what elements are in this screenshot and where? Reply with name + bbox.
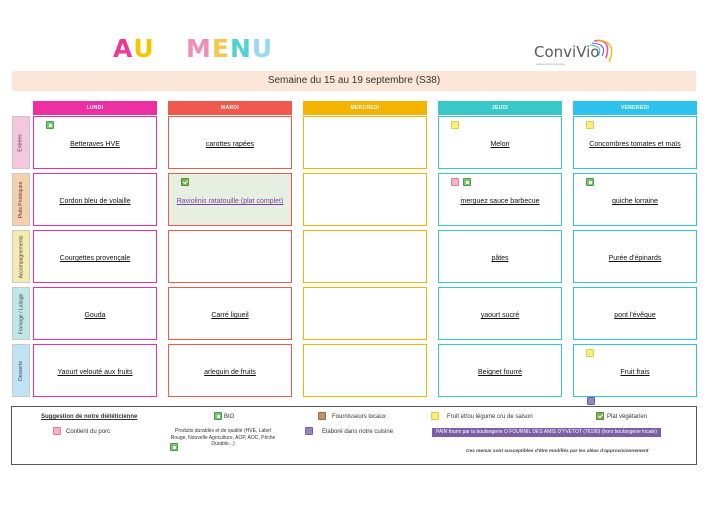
menu-cell-accompagnements-lundi xyxy=(33,230,157,283)
title-letter: A xyxy=(113,34,134,63)
dish-name: Melon xyxy=(490,141,510,148)
menu-cell-plats-vendredi xyxy=(573,173,697,226)
dish-name: Fruit frais xyxy=(620,369,650,376)
day-header-lundi: LUNDI xyxy=(33,101,157,115)
menu-cell-plats-mardi xyxy=(168,173,292,226)
legend-bread: PAIN fourni par la boulangerie O FOURNIL DES AMIS D'YVETOT (76190) (hors boulangerie locale) xyxy=(432,428,661,437)
menu-cell-accompagnements-mercredi xyxy=(303,230,427,283)
bio-icon xyxy=(214,412,222,420)
menu-cell-accompagnements-mardi xyxy=(168,230,292,283)
vegetarian-icon xyxy=(181,178,189,186)
dish-name: Concombres tomates et maïs xyxy=(589,141,681,148)
dish-name: Carré ligueil xyxy=(211,312,249,319)
category-label-plats: Plats Protéiques xyxy=(12,173,30,226)
house-made-icon xyxy=(305,427,313,435)
menu-cell-fromages-mardi xyxy=(168,287,292,340)
menu-cell-entrees-jeudi xyxy=(438,116,562,169)
menu-cell-entrees-vendredi xyxy=(573,116,697,169)
day-header-vendredi: VENDREDI xyxy=(573,101,697,115)
fruit-veg-icon xyxy=(586,349,594,357)
house-made-icon xyxy=(587,397,595,405)
legend-house: Elaboré dans notre cuisine xyxy=(322,429,394,435)
dish-name: Betteraves HVE xyxy=(70,141,120,148)
title-menu xyxy=(186,34,273,63)
menu-cell-fromages-lundi xyxy=(33,287,157,340)
day-header-jeudi: JEUDI xyxy=(438,101,562,115)
title-letter: U xyxy=(133,34,155,63)
category-label-desserts: Desserts xyxy=(12,344,30,397)
day-header-mardi: MARDI xyxy=(168,101,292,115)
title-au xyxy=(113,34,155,63)
dish-name: Cordon bleu de volaille xyxy=(59,198,131,205)
category-label-entrees: Entrées xyxy=(12,116,30,169)
dish-name: pont l'évêque xyxy=(614,312,656,319)
legend-veg: Plat végétarien xyxy=(607,414,648,420)
legend-local: Fournisseurs locaux xyxy=(332,414,386,420)
legend-durable: Produits durables et de qualité (HVE, Label Rouge, Nouvelle Agriculture, AOP, AOC, Pêche Durable...) xyxy=(170,428,276,447)
menu-cell-accompagnements-vendredi xyxy=(573,230,697,283)
menu-cell-fromages-mercredi xyxy=(303,287,427,340)
menu-cell-entrees-mercredi xyxy=(303,116,427,169)
menu-cell-desserts-mercredi xyxy=(303,344,427,397)
dish-name: Gouda xyxy=(84,312,106,319)
dish-name: quiche lorraine xyxy=(612,198,658,205)
legend-disclaimer: Ces menus sont susceptibles d'être modifiés par les aléas d'approvisionnement xyxy=(466,449,649,454)
dish-name: Purée d'épinards xyxy=(608,255,662,262)
durable-icon xyxy=(170,443,178,451)
dish-name: Yaourt velouté aux fruits xyxy=(57,369,133,376)
menu-cell-plats-lundi xyxy=(33,173,157,226)
legend-bio: BIO xyxy=(224,414,235,420)
legend-pork: Contient du porc xyxy=(66,429,111,435)
dish-name: merguez sauce barbecue xyxy=(460,198,540,205)
dish-name: Courgettes provençale xyxy=(59,255,131,262)
bio-icon xyxy=(46,121,54,129)
title-letter: E xyxy=(211,34,230,63)
category-label-fromages: Fromage / Laitage xyxy=(12,287,30,340)
pork-icon xyxy=(53,427,61,435)
dish-name: Beignet fourré xyxy=(478,369,522,376)
menu-cell-entrees-lundi xyxy=(33,116,157,169)
vegetarian-icon xyxy=(596,412,604,420)
menu-cell-plats-jeudi xyxy=(438,173,562,226)
fruit-veg-icon xyxy=(586,121,594,129)
legend-fruit: Fruit et/ou légume cru de saison xyxy=(447,414,533,420)
logo-tagline: restauration collective xyxy=(536,62,566,66)
menu-cell-desserts-jeudi xyxy=(438,344,562,397)
title-letter: U xyxy=(251,34,274,63)
title-letter: N xyxy=(229,34,252,63)
day-header-mercredi: MERCREDI xyxy=(303,101,427,115)
legend-dietitian: Suggestion de notre diététicienne xyxy=(41,414,138,420)
dish-name: arlequin de fruits xyxy=(204,369,256,376)
bio-icon xyxy=(586,178,594,186)
category-label-accompagnements: Accompagnements xyxy=(12,230,30,283)
pork-icon xyxy=(451,178,459,186)
menu-cell-entrees-mardi xyxy=(168,116,292,169)
logo-text: ConviVio xyxy=(534,43,600,61)
menu-cell-fromages-vendredi xyxy=(573,287,697,340)
week-banner: Semaine du 15 au 19 septembre (S38) xyxy=(12,71,696,91)
title-letter: M xyxy=(186,34,212,63)
fruit-veg-icon xyxy=(451,121,459,129)
dish-name: carottes rapées xyxy=(205,141,255,148)
menu-cell-desserts-mardi xyxy=(168,344,292,397)
local-supplier-icon xyxy=(318,412,326,420)
menu-cell-desserts-lundi xyxy=(33,344,157,397)
bio-icon xyxy=(463,178,471,186)
dish-name: pâtes xyxy=(491,255,509,262)
menu-cell-desserts-vendredi xyxy=(573,344,697,397)
fruit-veg-icon xyxy=(431,412,439,420)
dish-name: yaourt sucré xyxy=(480,312,520,319)
convivio-logo xyxy=(534,36,624,76)
legend xyxy=(11,406,697,465)
menu-cell-fromages-jeudi xyxy=(438,287,562,340)
menu-cell-accompagnements-jeudi xyxy=(438,230,562,283)
dish-name: Raviolinis ratatouille (plat complet) xyxy=(176,198,284,205)
menu-cell-plats-mercredi xyxy=(303,173,427,226)
